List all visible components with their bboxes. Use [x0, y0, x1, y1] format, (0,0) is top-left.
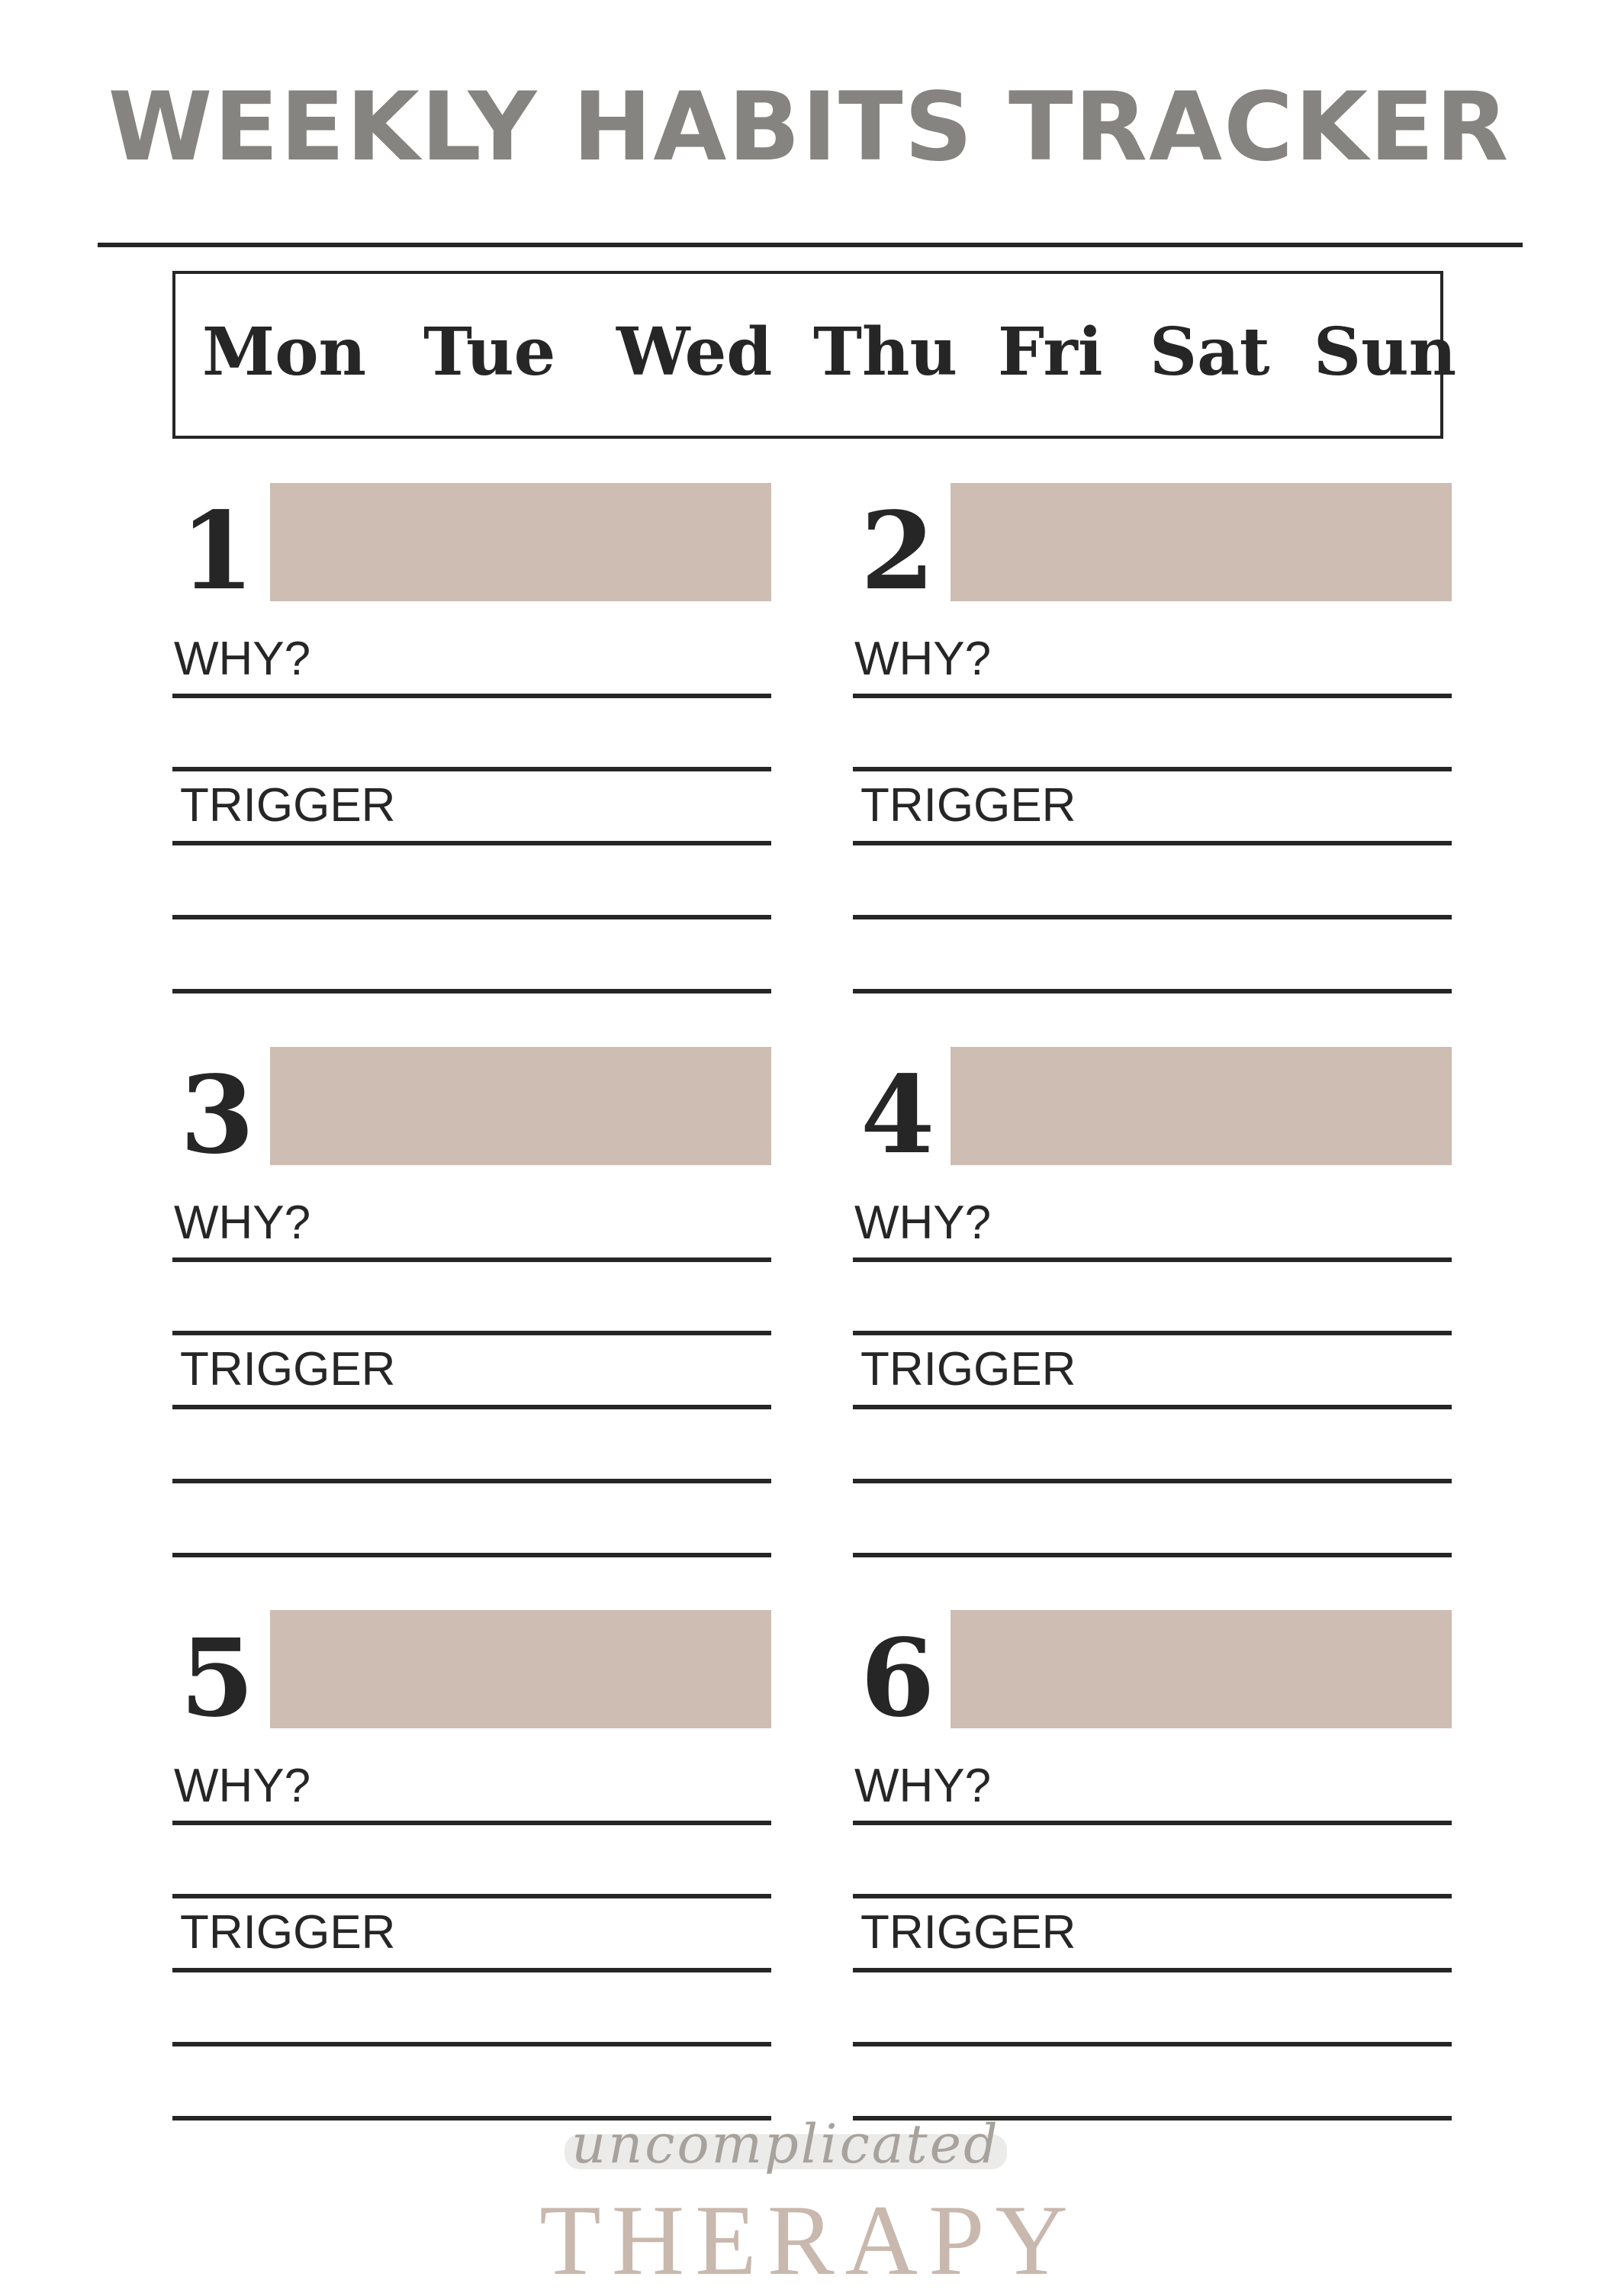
habit-number: 1: [180, 489, 255, 614]
habit-number: 6: [860, 1616, 935, 1741]
writing-line[interactable]: [172, 989, 771, 993]
habit-number: 2: [860, 489, 935, 614]
trigger-label: TRIGGER: [860, 779, 1076, 832]
writing-line[interactable]: [172, 1968, 771, 1972]
writing-line[interactable]: [853, 841, 1452, 845]
writing-line[interactable]: [172, 1894, 771, 1898]
writing-line[interactable]: [172, 694, 771, 698]
habit-block-1: [172, 483, 771, 1017]
writing-line[interactable]: [172, 1331, 771, 1335]
why-label: WHY?: [174, 1760, 311, 1812]
trigger-label: TRIGGER: [180, 1906, 396, 1959]
writing-line[interactable]: [853, 1405, 1452, 1409]
writing-line[interactable]: [172, 767, 771, 771]
writing-line[interactable]: [853, 1331, 1452, 1335]
why-label: WHY?: [174, 1196, 311, 1249]
why-label: WHY?: [174, 633, 311, 685]
habit-name-field[interactable]: [951, 1610, 1452, 1728]
writing-line[interactable]: [172, 1405, 771, 1409]
brand-logo-main: THERAPY: [539, 2184, 1079, 2296]
writing-line[interactable]: [853, 694, 1452, 698]
brand-logo-script: [565, 2113, 1007, 2178]
day-fri: Fri: [998, 314, 1103, 391]
why-label: WHY?: [854, 633, 992, 685]
habit-block-6: [853, 1610, 1452, 2144]
day-sun: Sun: [1314, 314, 1457, 391]
writing-line[interactable]: [172, 1553, 771, 1557]
habit-number: 5: [180, 1616, 255, 1741]
habit-number: 3: [180, 1053, 255, 1178]
habit-name-field[interactable]: [951, 1047, 1452, 1165]
writing-line[interactable]: [172, 1257, 771, 1262]
writing-line[interactable]: [853, 1968, 1452, 1972]
brand-logo-script-text: uncomplicated: [571, 2113, 1000, 2175]
day-thu: Thu: [813, 314, 958, 391]
writing-line[interactable]: [172, 915, 771, 919]
writing-line[interactable]: [853, 989, 1452, 993]
page-title: WEEKLY HABITS TRACKER: [108, 72, 1510, 182]
trigger-label: TRIGGER: [180, 779, 396, 832]
day-wed: Wed: [616, 314, 773, 391]
day-tue: Tue: [423, 314, 556, 391]
habit-block-3: [172, 1047, 771, 1581]
writing-line[interactable]: [853, 915, 1452, 919]
habit-name-field[interactable]: [270, 483, 771, 601]
habit-name-field[interactable]: [270, 1047, 771, 1165]
writing-line[interactable]: [853, 767, 1452, 771]
habit-name-field[interactable]: [951, 483, 1452, 601]
trigger-label: TRIGGER: [180, 1343, 396, 1396]
writing-line[interactable]: [853, 1894, 1452, 1898]
trigger-label: TRIGGER: [860, 1343, 1076, 1396]
writing-line[interactable]: [853, 1821, 1452, 1825]
writing-line[interactable]: [172, 2042, 771, 2046]
writing-line[interactable]: [853, 1553, 1452, 1557]
writing-line[interactable]: [853, 2042, 1452, 2046]
habit-block-4: [853, 1047, 1452, 1581]
habit-block-5: [172, 1610, 771, 2144]
trigger-label: TRIGGER: [860, 1906, 1076, 1959]
habit-block-2: [853, 483, 1452, 1017]
day-sat: Sat: [1150, 314, 1270, 391]
writing-line[interactable]: [172, 1479, 771, 1483]
day-mon: Mon: [202, 314, 367, 391]
writing-line[interactable]: [172, 1821, 771, 1825]
weekday-header: [172, 271, 1457, 439]
writing-line[interactable]: [853, 1479, 1452, 1483]
writing-line[interactable]: [853, 1257, 1452, 1262]
habit-name-field[interactable]: [270, 1610, 771, 1728]
why-label: WHY?: [854, 1196, 992, 1249]
why-label: WHY?: [854, 1760, 992, 1812]
writing-line[interactable]: [172, 841, 771, 845]
habit-number: 4: [860, 1053, 935, 1178]
title-divider: [98, 243, 1523, 247]
